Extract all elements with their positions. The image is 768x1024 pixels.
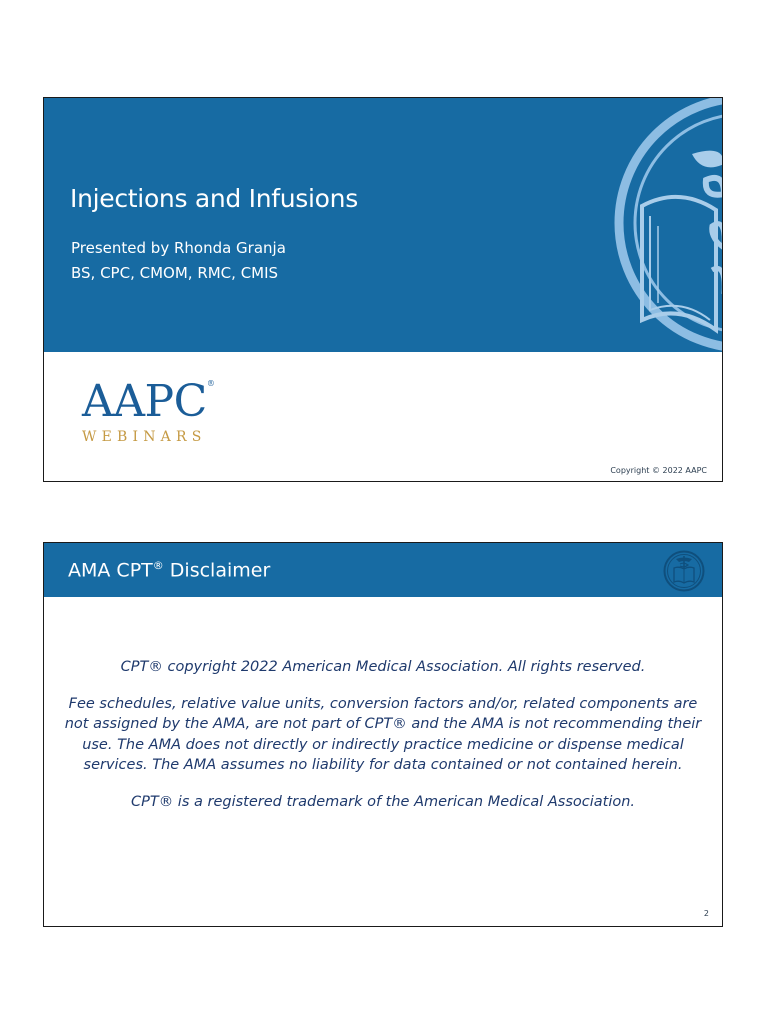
caduceus-book-emblem-icon [594,98,722,352]
title-banner [44,98,722,352]
page-number: 2 [703,909,709,918]
copyright-notice: Copyright © 2022 AAPC [610,466,707,475]
presentation-title: Injections and Infusions [70,184,358,213]
disclaimer-paragraph: CPT® is a registered trademark of the American Medical Association. [130,793,636,810]
disclaimer-header [44,543,722,597]
aapc-webinars-logo [82,376,215,445]
disclaimer-body [64,657,702,828]
title-slide [43,97,723,482]
disclaimer-paragraph: CPT® copyright 2022 American Medical Association. All rights reserved. [120,659,646,675]
disclaimer-title: AMA CPT® Disclaimer [68,559,271,582]
logo-subtitle: WEBINARS [82,429,207,445]
disclaimer-slide [43,542,723,927]
presenter-name: Presented by Rhonda Granja [71,239,286,257]
caduceus-book-emblem-icon [662,549,706,593]
presenter-credentials: BS, CPC, CMOM, RMC, CMIS [71,264,279,282]
logo-wordmark: AAPC® [82,376,215,427]
disclaimer-paragraph: Fee schedules, relative value units, conversion factors and/or, related components are not assigned by the AMA, are not part of CPT® and the AMA is not recommending their use. The AMA does not directly or indirectly practice medicine or dispense medical services. The AMA assumes no liability for data contained or not contained herein. [64,695,702,773]
